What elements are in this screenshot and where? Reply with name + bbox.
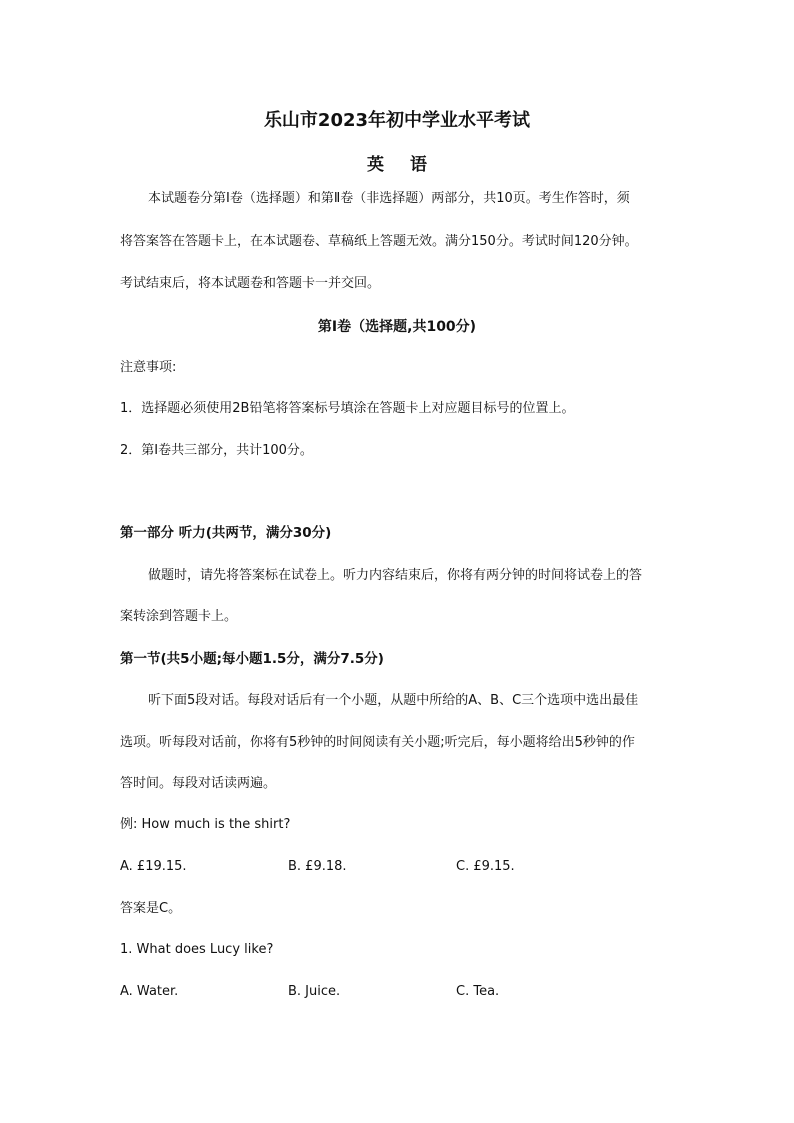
exam-subject: 英语 <box>367 155 453 175</box>
example-option-b: B. £9.18. <box>288 859 347 874</box>
section1-instruction-2: 选项。听每段对话前，你将有5秒钟的时间阅读有关小题;听完后，每小题将给出5秒钟的作 <box>120 735 635 750</box>
question-1-option-b: B. Juice. <box>288 984 341 999</box>
question-1-stem: 1. What does Lucy like? <box>120 942 274 957</box>
intro-line-1: 本试题卷分第Ⅰ卷（选择题）和第Ⅱ卷（非选择题）两部分，共10页。考生作答时，须 <box>148 191 630 206</box>
section1-instruction-1: 听下面5段对话。每段对话后有一个小题，从题中所给的A、B、C三个选项中选出最佳 <box>148 693 639 708</box>
notes-label: 注意事项: <box>120 360 177 375</box>
note-1: 1．选择题必须使用2B铅笔将答案标号填涂在答题卡上对应题目标号的位置上。 <box>120 401 575 416</box>
example-answer: 答案是C。 <box>120 901 182 916</box>
listening-heading: 第一部分 听力(共两节，满分30分) <box>120 525 332 541</box>
example-question: 例: How much is the shirt? <box>120 817 291 832</box>
intro-line-3: 考试结束后，将本试题卷和答题卡一并交回。 <box>120 276 381 291</box>
section1-instruction-3: 答时间。每段对话读两遍。 <box>120 776 277 791</box>
listening-instruction-1: 做题时，请先将答案标在试卷上。听力内容结束后，你将有两分钟的时间将试卷上的答 <box>148 568 643 583</box>
question-1-option-c: C. Tea. <box>456 984 500 999</box>
question-1-option-a: A. Water. <box>120 984 179 999</box>
note-2: 2．第Ⅰ卷共三部分，共计100分。 <box>120 443 313 458</box>
exam-title: 乐山市2023年初中学业水平考试 <box>263 110 531 131</box>
part1-heading: 第Ⅰ卷（选择题,共100分) <box>317 319 477 335</box>
section1-heading: 第一节(共5小题;每小题1.5分，满分7.5分) <box>120 651 384 667</box>
listening-instruction-2: 案转涂到答题卡上。 <box>120 609 238 624</box>
example-option-c: C. £9.15. <box>456 859 515 874</box>
intro-line-2: 将答案答在答题卡上，在本试题卷、草稿纸上答题无效。满分150分。考试时间120分钟。 <box>120 234 638 249</box>
example-option-a: A. £19.15. <box>120 859 187 874</box>
